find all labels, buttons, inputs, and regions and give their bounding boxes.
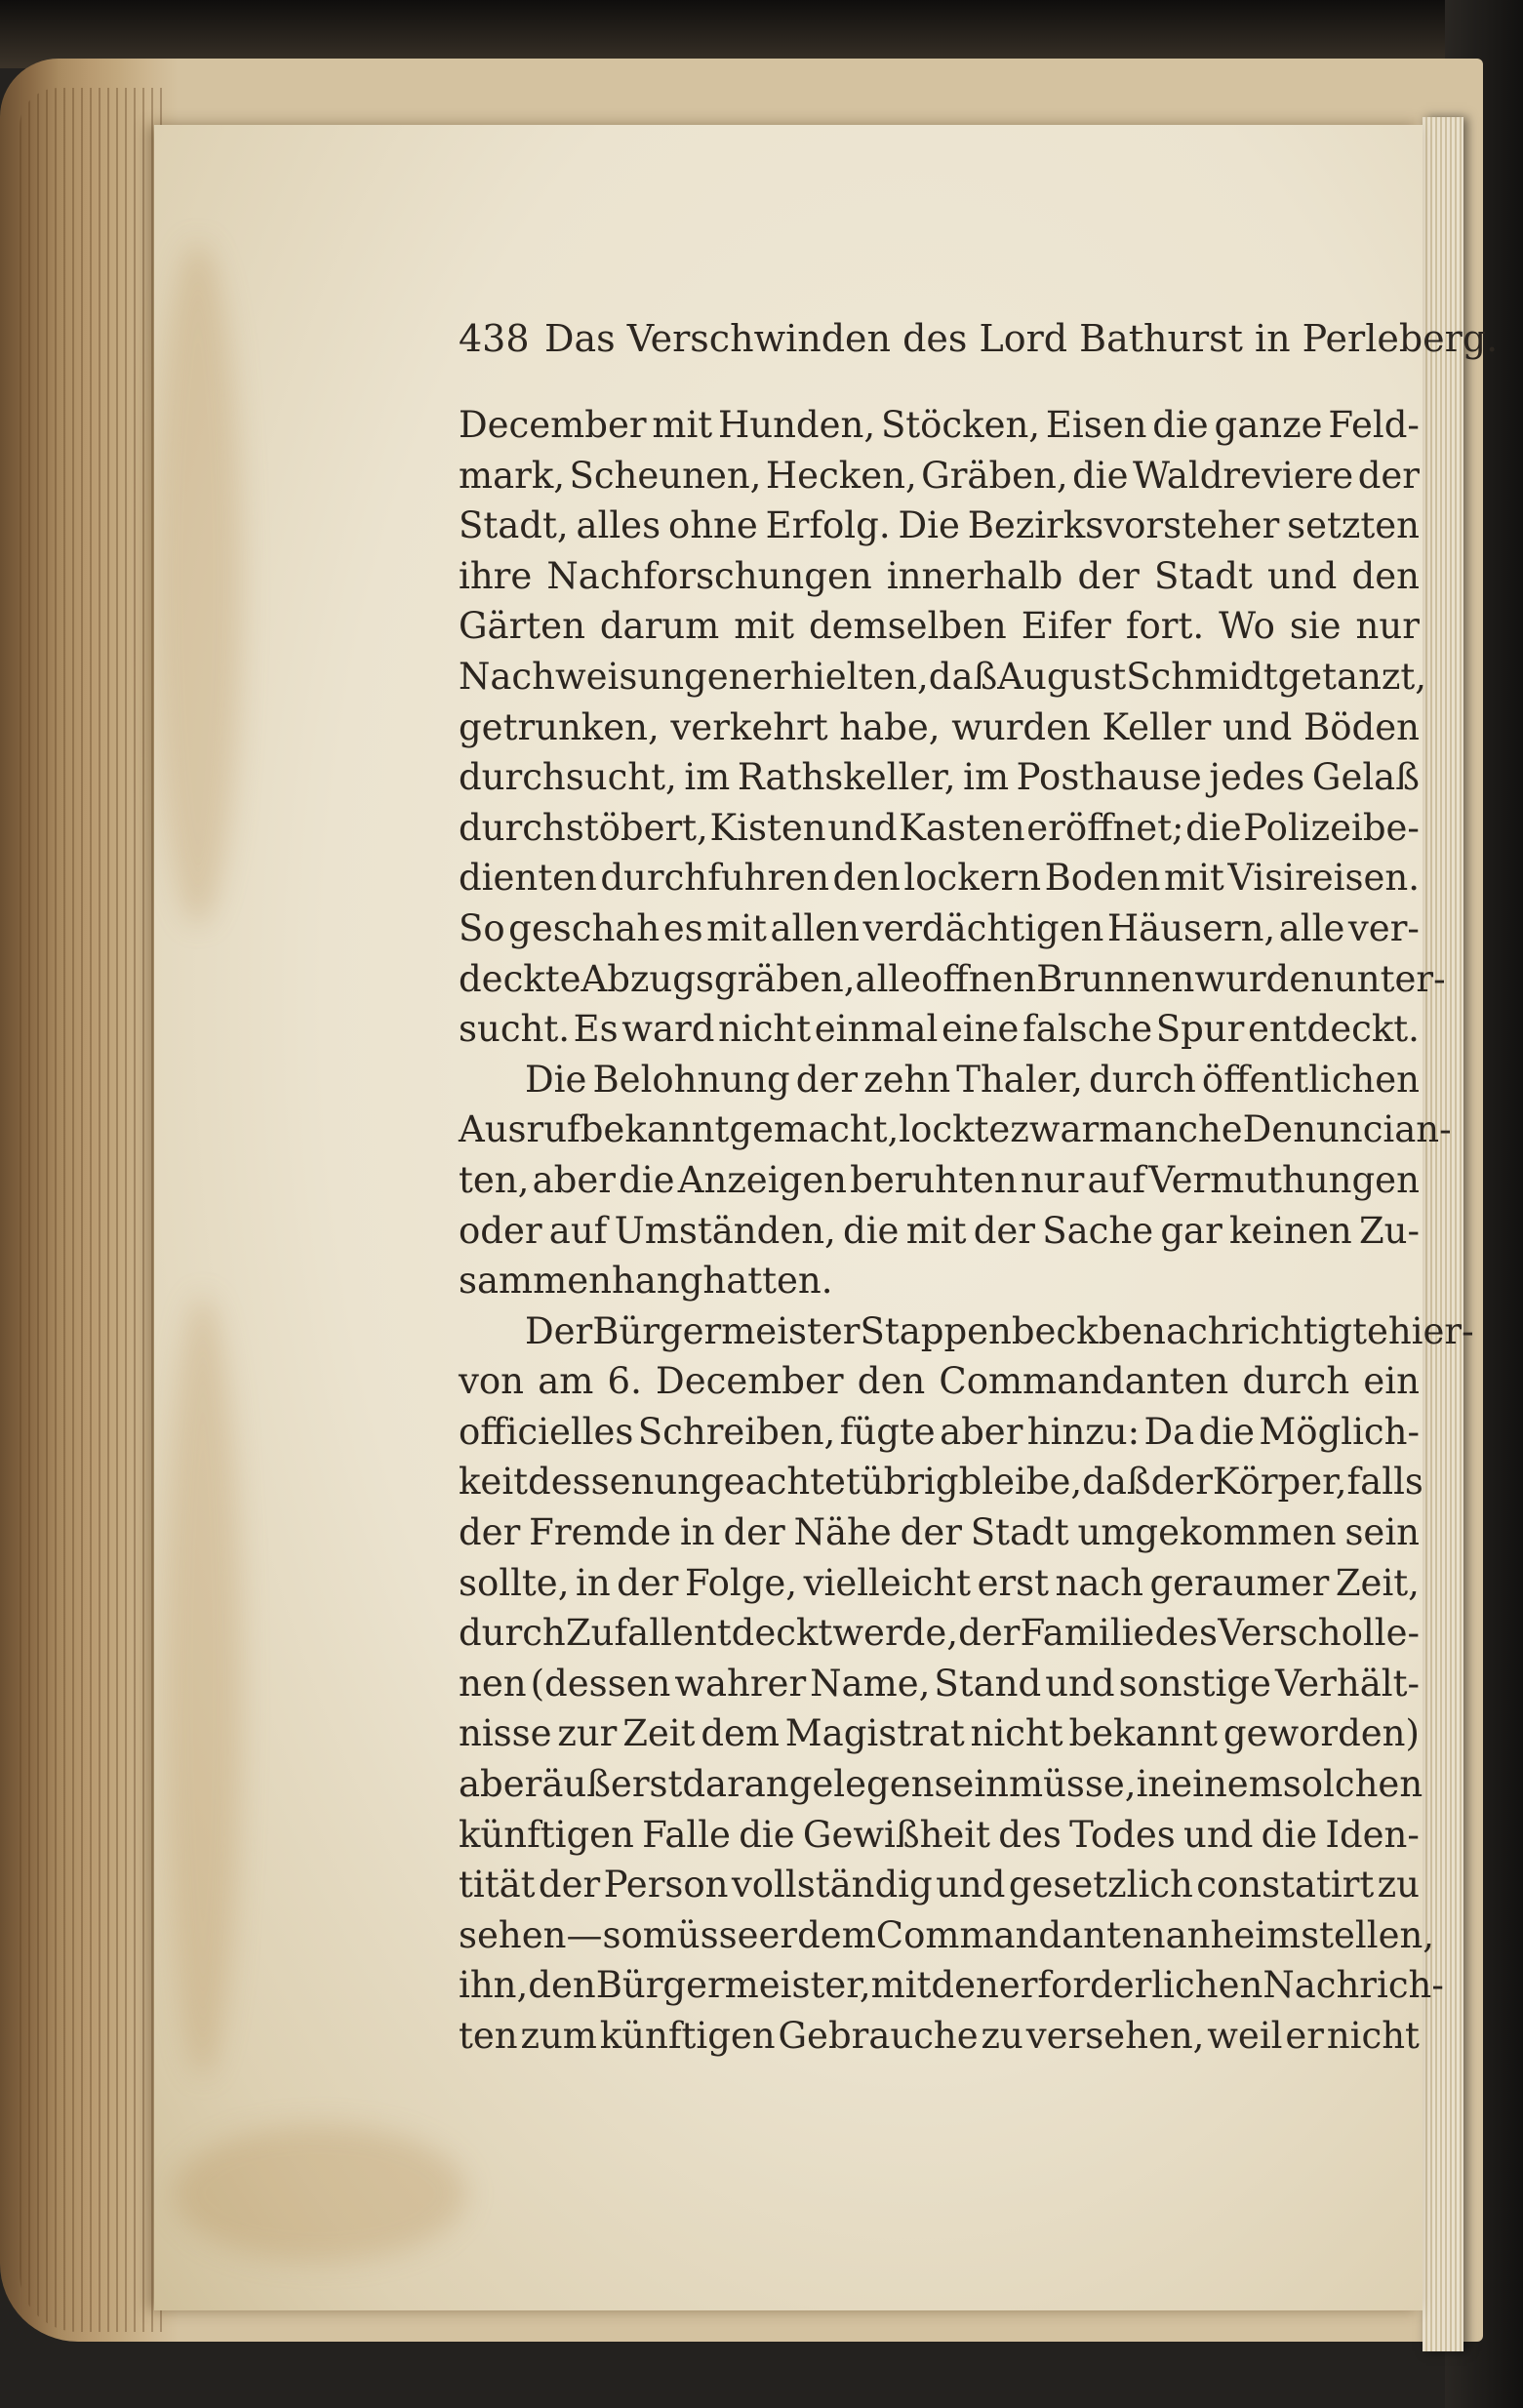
page-edge-lines	[20, 88, 166, 2332]
text-line: keit dessen ungeachtet übrig bleibe, daß der Körper, falls	[459, 1461, 1423, 1504]
text-line: ten, aber die Anzeigen beruhten nur auf Vermuthungen	[459, 1158, 1420, 1201]
text-line: Ausruf bekannt gemacht, lockte zwar manche Denuncian-	[459, 1108, 1452, 1151]
text-line: von am 6. December den Commandanten durch ein	[459, 1360, 1420, 1403]
text-line: oder auf Umständen, die mit der Sache gar keinen Zu-	[459, 1209, 1420, 1252]
text-line: der Fremde in der Nähe der Stadt umgekommen sein	[459, 1511, 1420, 1554]
running-header	[459, 317, 1499, 360]
text-line: Gärten darum mit demselben Eifer fort. Wo sie nur	[459, 605, 1420, 648]
page-stain	[164, 1296, 242, 2076]
text-line: aber äußerst daran gelegen sein müsse, in einem solchen	[459, 1763, 1423, 1806]
text-line: Stadt, alles ohne Erfolg. Die Bezirksvorsteher setzten	[459, 504, 1420, 547]
page-stain	[174, 2125, 466, 2262]
text-line: getrunken, verkehrt habe, wurden Keller und Böden	[459, 705, 1420, 748]
text-line: sammenhang hatten.	[459, 1260, 833, 1303]
running-title: Das Verschwinden des Lord Bathurst in Perleberg.	[544, 317, 1499, 360]
text-line: sucht. Es ward nicht einmal eine falsche Spur entdeckt.	[459, 1008, 1420, 1051]
text-line: künftigen Falle die Gewißheit des Todes und die Iden-	[459, 1813, 1420, 1856]
text-line: ten zum künftigen Gebrauche zu versehen, weil er nicht	[459, 2015, 1420, 2057]
text-line: Der Bürgermeister Stappenbeck benachrichtigte hier-	[525, 1309, 1474, 1352]
text-line: sollte, in der Folge, vielleicht erst nach geraumer Zeit,	[459, 1561, 1420, 1604]
text-line: durch Zufall entdeckt werde, der Familie des Verscholle-	[459, 1612, 1420, 1655]
text-line: nen (dessen wahrer Name, Stand und sonstige Verhält-	[459, 1662, 1420, 1705]
text-line: durchstöbert, Kisten und Kasten eröffnet; die Polizeibe-	[459, 806, 1420, 849]
page-number: 438	[459, 317, 530, 360]
page-stain	[154, 242, 242, 925]
text-line: officielles Schreiben, fügte aber hinzu: Da die Möglich-	[459, 1410, 1420, 1453]
text-line: tität der Person vollständig und gesetzlich constatirt zu	[459, 1864, 1420, 1906]
text-line: Nachweisungen erhielten, daß August Schmidt getanzt,	[459, 655, 1427, 698]
text-line: dienten durchfuhren den lockern Boden mit Visireisen.	[459, 857, 1420, 900]
text-line: Die Belohnung der zehn Thaler, durch öffentlichen	[525, 1058, 1420, 1101]
text-line: December mit Hunden, Stöcken, Eisen die ganze Feld-	[459, 404, 1420, 446]
fore-edge-pages	[1423, 117, 1463, 2351]
text-line: nisse zur Zeit dem Magistrat nicht bekannt geworden)	[459, 1712, 1420, 1755]
text-line: sehen — so müsse er dem Commandanten anheimstellen,	[459, 1913, 1435, 1956]
text-line: durchsucht, im Rathskeller, im Posthause jedes Gelaß	[459, 756, 1420, 799]
body-text	[459, 400, 1474, 2062]
text-line: So geschah es mit allen verdächtigen Häusern, alle ver-	[459, 906, 1420, 949]
text-line: ihre Nachforschungen innerhalb der Stadt und den	[459, 554, 1420, 597]
text-line: mark, Scheunen, Hecken, Gräben, die Waldreviere der	[459, 454, 1420, 497]
text-line: ihn, den Bürgermeister, mit den erforderlichen Nachrich-	[459, 1964, 1444, 2007]
text-line: deckte Abzugsgräben, alle offnen Brunnen wurden unter-	[459, 957, 1446, 1000]
